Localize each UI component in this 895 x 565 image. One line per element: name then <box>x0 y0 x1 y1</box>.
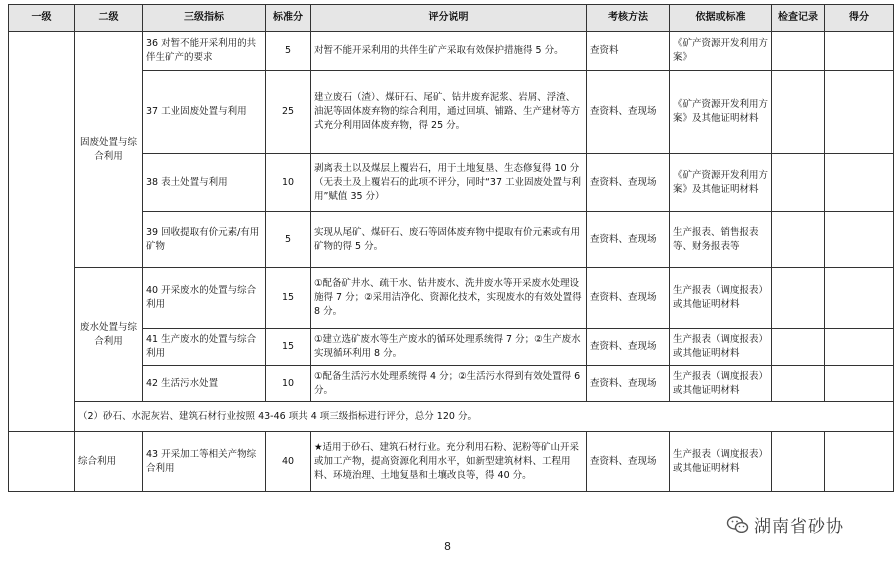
score-result-cell <box>825 154 894 212</box>
basis-cell: 《矿产资源开发利用方案》及其他证明材料 <box>670 71 772 154</box>
check-record-cell <box>772 32 825 71</box>
group-solid-waste: 固废处置与综合利用 <box>75 32 143 268</box>
basis-cell: 生产报表（调度报表）或其他证明材料 <box>670 329 772 366</box>
method-cell: 查资料、查现场 <box>587 154 670 212</box>
wechat-icon <box>726 513 750 537</box>
score-cell: 25 <box>266 71 311 154</box>
score-result-cell <box>825 71 894 154</box>
watermark-text: 湖南省砂协 <box>754 517 844 537</box>
header-score: 得分 <box>825 5 894 32</box>
check-record-cell <box>772 71 825 154</box>
desc-cell: ①配备矿井水、疏干水、钻井废水、洗井废水等开采废水处理设施得 7 分；②采用洁净化、资源化技术，实现废水的有效处置得 8 分。 <box>311 268 587 329</box>
desc-cell: 建立废石（渣）、煤矸石、尾矿、钻井废弃泥浆、岩屑、浮渣、油泥等固体废弃物的综合利用，通过回填、铺路、生产建材等方式充分利用固体废弃物，得 25 分。 <box>311 71 587 154</box>
indicator-cell: 41 生产废水的处置与综合利用 <box>143 329 266 366</box>
level1-cell <box>9 432 75 492</box>
indicator-cell: 37 工业固废处置与利用 <box>143 71 266 154</box>
check-record-cell <box>772 329 825 366</box>
check-record-cell <box>772 268 825 329</box>
indicator-cell: 36 对暂不能开采利用的共伴生矿产的要求 <box>143 32 266 71</box>
score-cell: 15 <box>266 329 311 366</box>
check-record-cell <box>772 366 825 402</box>
method-cell: 查资料 <box>587 32 670 71</box>
desc-cell: 对暂不能开采利用的共伴生矿产采取有效保护措施得 5 分。 <box>311 32 587 71</box>
method-cell: 查资料、查现场 <box>587 212 670 268</box>
header-standard-score: 标准分 <box>266 5 311 32</box>
basis-cell: 生产报表（调度报表）或其他证明材料 <box>670 366 772 402</box>
method-cell: 查资料、查现场 <box>587 268 670 329</box>
page-number: 8 <box>444 540 451 553</box>
basis-cell: 生产报表、销售报表等、财务报表等 <box>670 212 772 268</box>
header-basis: 依据或标准 <box>670 5 772 32</box>
basis-cell: 《矿产资源开发利用方案》 <box>670 32 772 71</box>
score-result-cell <box>825 432 894 492</box>
watermark <box>726 512 844 537</box>
table-row <box>9 432 894 492</box>
score-result-cell <box>825 329 894 366</box>
score-cell: 5 <box>266 212 311 268</box>
desc-cell: ①建立选矿废水等生产废水的循环处理系统得 7 分；②生产废水实现循环利用 8 分。 <box>311 329 587 366</box>
method-cell: 查资料、查现场 <box>587 366 670 402</box>
group-comprehensive-use: 综合利用 <box>75 432 143 492</box>
score-cell: 5 <box>266 32 311 71</box>
desc-cell: 剥离表土以及煤层上覆岩石，用于土地复垦、生态修复得 10 分（无表土及上覆岩石的此项不评分，同时“37 工业固废处置与利用”赋值 35 分） <box>311 154 587 212</box>
table-row <box>9 268 894 329</box>
basis-cell: 生产报表（调度报表）或其他证明材料 <box>670 432 772 492</box>
group-wastewater: 废水处置与综合利用 <box>75 268 143 402</box>
desc-cell: ①配备生活污水处理系统得 4 分；②生活污水得到有效处置得 6 分。 <box>311 366 587 402</box>
header-level3: 三级指标 <box>143 5 266 32</box>
score-result-cell <box>825 366 894 402</box>
indicator-cell: 43 开采加工等相关产物综合利用 <box>143 432 266 492</box>
header-row <box>9 5 894 32</box>
check-record-cell <box>772 154 825 212</box>
table-row <box>9 32 894 71</box>
method-cell: 查资料、查现场 <box>587 432 670 492</box>
score-result-cell <box>825 268 894 329</box>
desc-cell: ★适用于砂石、建筑石材行业。充分利用石粉、泥粉等矿山开采或加工产物，提高资源化利用水平，如新型建筑材料、工程用料、环境治理、土地复垦和土壤改良等，得 40 分。 <box>311 432 587 492</box>
score-cell: 10 <box>266 154 311 212</box>
indicator-cell: 40 开采废水的处置与综合利用 <box>143 268 266 329</box>
level1-cell <box>9 32 75 432</box>
header-check-record: 检查记录 <box>772 5 825 32</box>
indicator-cell: 38 表土处置与利用 <box>143 154 266 212</box>
basis-cell: 生产报表（调度报表）或其他证明材料 <box>670 268 772 329</box>
header-level2: 二级 <box>75 5 143 32</box>
score-cell: 40 <box>266 432 311 492</box>
score-result-cell <box>825 212 894 268</box>
check-record-cell <box>772 212 825 268</box>
header-description: 评分说明 <box>311 5 587 32</box>
method-cell: 查资料、查现场 <box>587 71 670 154</box>
evaluation-table <box>8 4 894 492</box>
check-record-cell <box>772 432 825 492</box>
method-cell: 查资料、查现场 <box>587 329 670 366</box>
desc-cell: 实现从尾矿、煤矸石、废石等固体废弃物中提取有价元素或有用矿物的得 5 分。 <box>311 212 587 268</box>
indicator-cell: 39 回收提取有价元素/有用矿物 <box>143 212 266 268</box>
header-level1: 一级 <box>9 5 75 32</box>
score-cell: 15 <box>266 268 311 329</box>
score-cell: 10 <box>266 366 311 402</box>
section-note: （2）砂石、水泥灰岩、建筑石材行业按照 43-46 项共 4 项三级指标进行评分，总分 120 分。 <box>75 402 894 432</box>
header-method: 考核方法 <box>587 5 670 32</box>
basis-cell: 《矿产资源开发利用方案》及其他证明材料 <box>670 154 772 212</box>
score-result-cell <box>825 32 894 71</box>
note-row <box>9 402 894 432</box>
indicator-cell: 42 生活污水处置 <box>143 366 266 402</box>
